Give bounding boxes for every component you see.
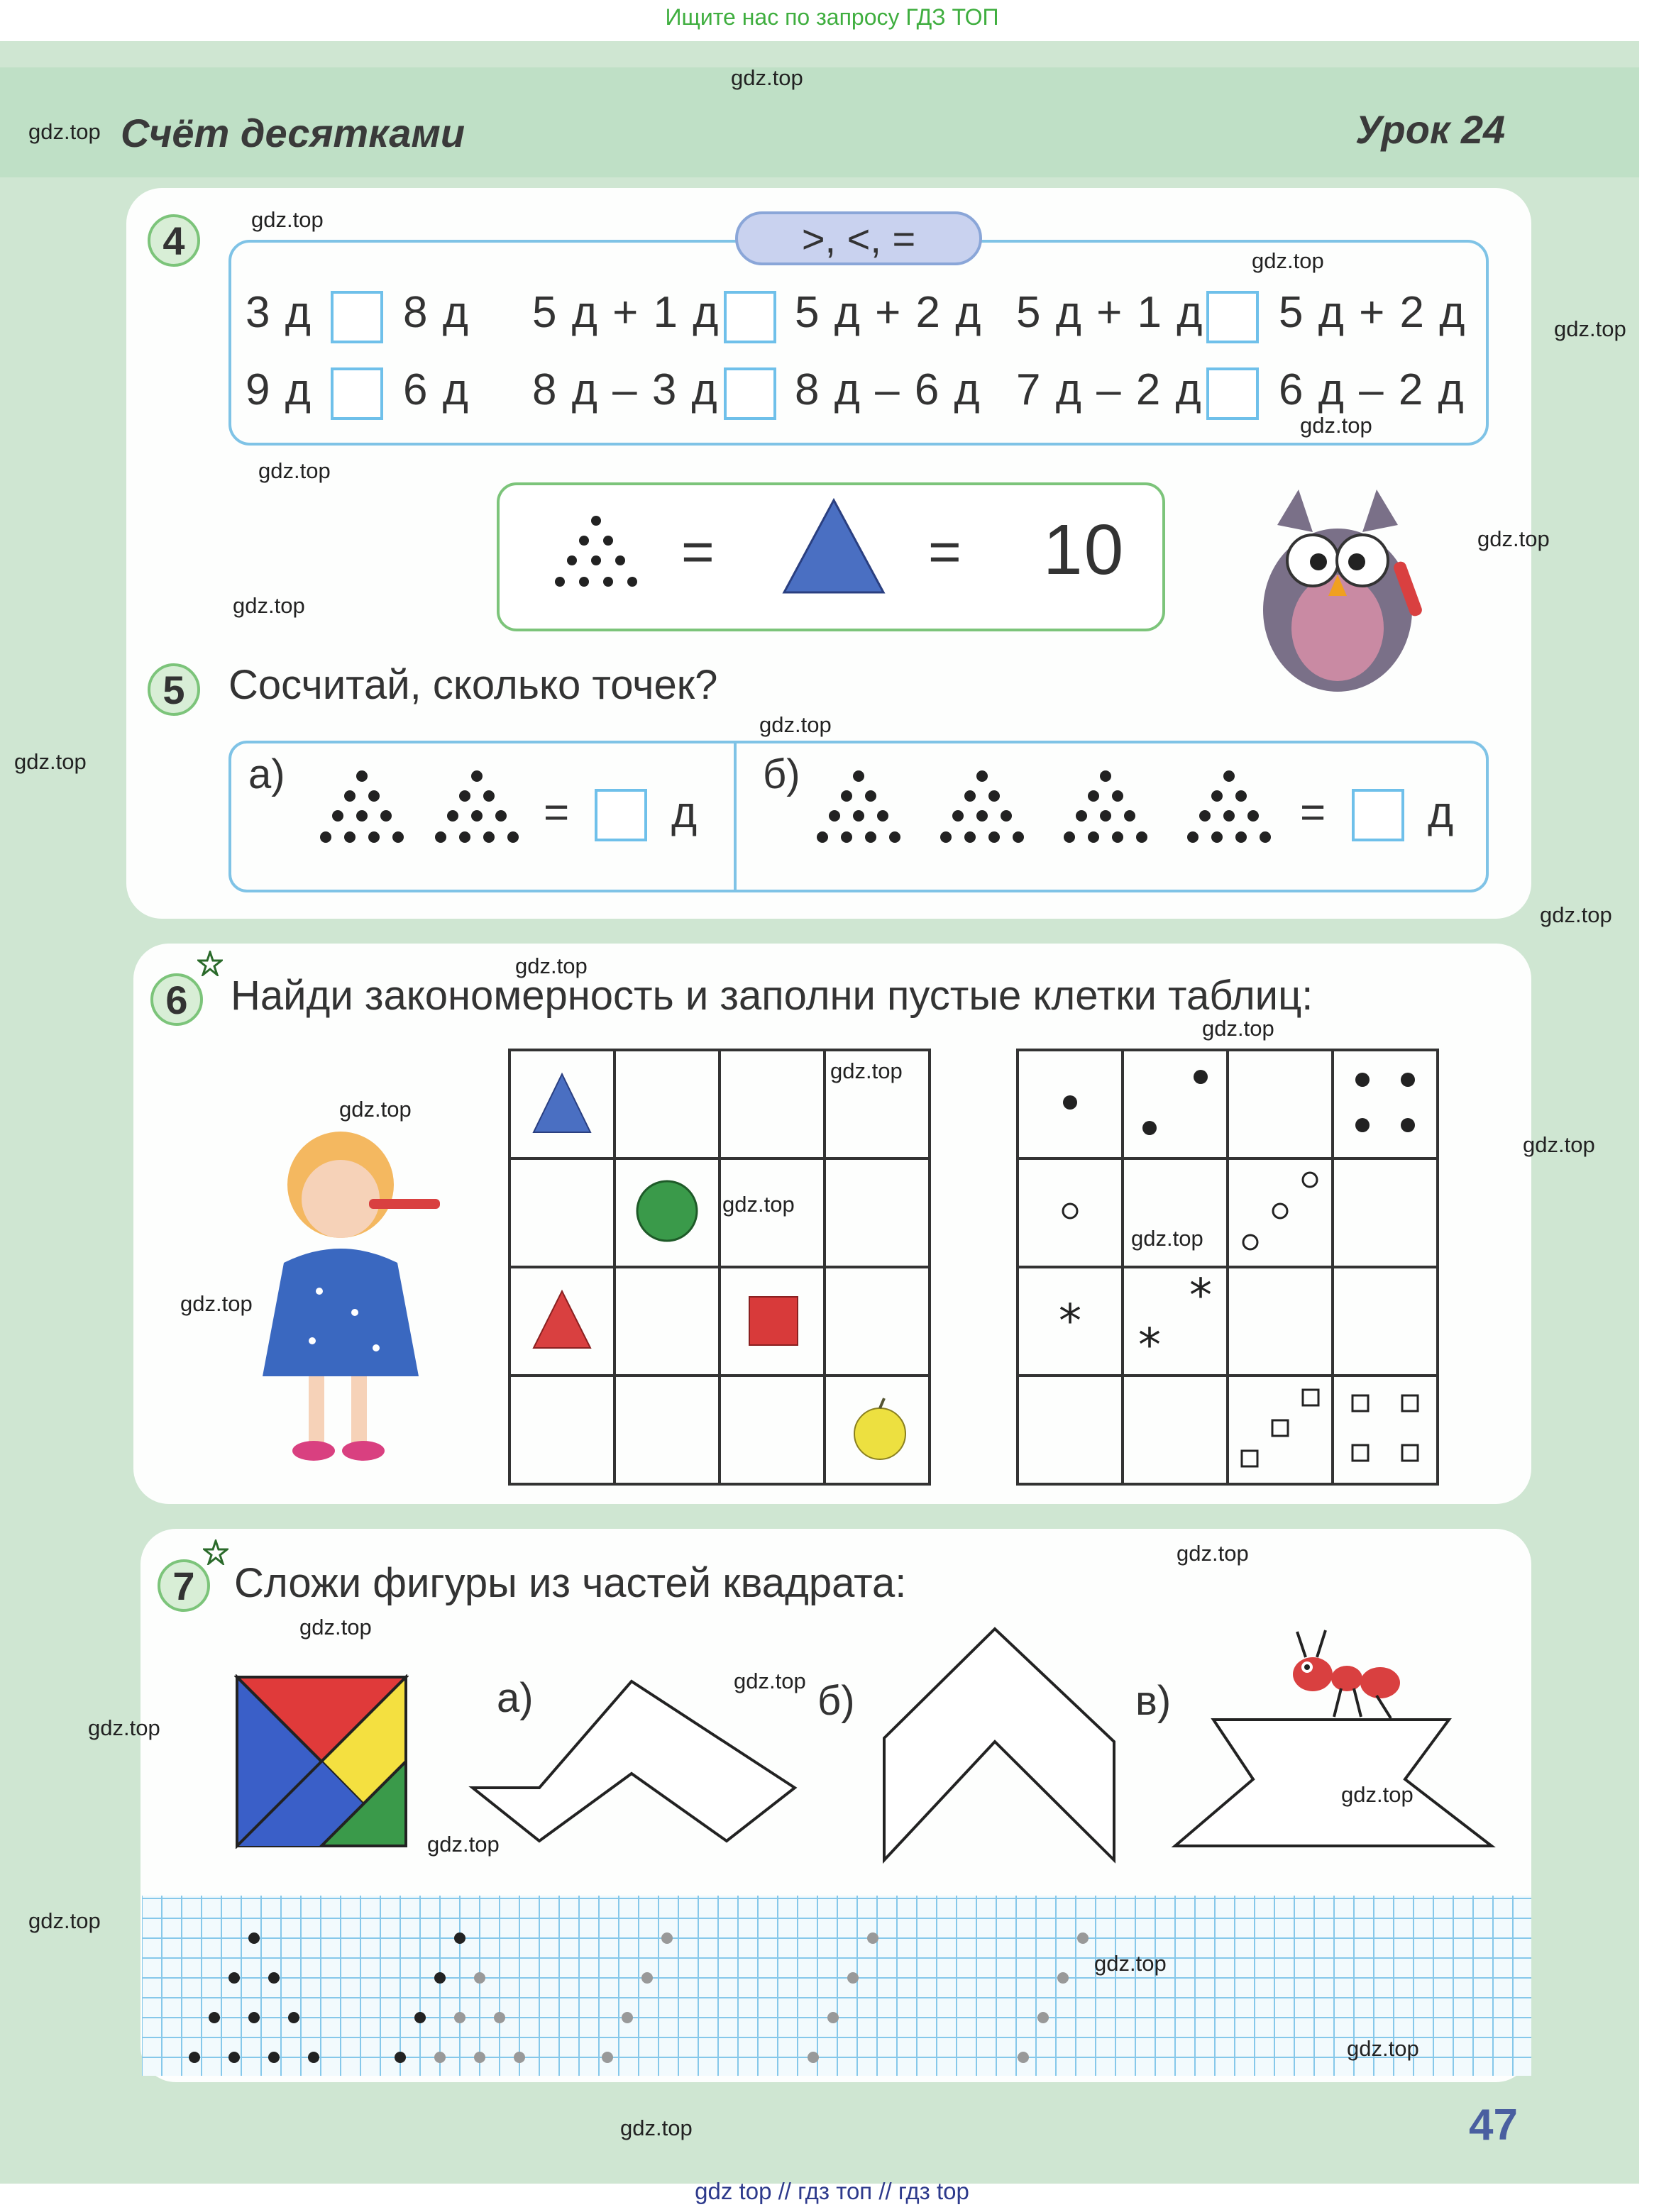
label-b: б)	[763, 751, 800, 797]
table-cell-empty[interactable]	[1018, 1376, 1123, 1484]
unit-d: д	[1428, 788, 1455, 837]
answer-box[interactable]	[1206, 291, 1259, 343]
table-cell-empty[interactable]	[509, 1376, 615, 1484]
answer-box[interactable]	[1352, 789, 1404, 841]
pattern-table-symbols	[1016, 1049, 1439, 1486]
expr-r1c3-right: 5 д + 2 д	[1279, 288, 1467, 337]
signs-pill: >, <, =	[735, 211, 982, 265]
task-7-text: Сложи фигуры из частей квадрата:	[234, 1560, 907, 1606]
table-cell	[1123, 1050, 1228, 1158]
ant-icon	[1284, 1617, 1405, 1724]
table-cell	[1228, 1158, 1333, 1267]
owl-icon	[1242, 482, 1433, 695]
dot-triangles-a	[305, 766, 539, 858]
task-5-text: Сосчитай, сколько точек?	[228, 662, 718, 708]
table-cell	[1018, 1050, 1123, 1158]
table-cell-empty[interactable]	[825, 1267, 930, 1376]
watermark: gdz.top	[1300, 413, 1372, 438]
table-cell	[509, 1050, 615, 1158]
dot-triangle-icon	[539, 511, 653, 603]
table-cell-empty[interactable]	[615, 1050, 720, 1158]
table-cell	[1018, 1158, 1123, 1267]
unit-d: д	[671, 788, 699, 837]
page-title: Счёт десятками	[121, 111, 465, 155]
outline-figure-c	[1171, 1715, 1497, 1850]
table-cell-empty[interactable]	[615, 1376, 720, 1484]
watermark: gdz.top	[1202, 1016, 1274, 1041]
watermark: gdz.top	[1341, 1782, 1414, 1807]
task-6-text: Найди закономерность и заполни пустые клетки таблиц:	[231, 973, 1313, 1019]
expr-r1c2-right: 5 д + 2 д	[795, 288, 983, 337]
watermark: gdz.top	[339, 1097, 412, 1122]
lesson-label: Урок 24	[1355, 107, 1506, 152]
watermark: gdz.top	[830, 1058, 903, 1083]
watermark: gdz.top	[88, 1715, 160, 1740]
table-cell	[1333, 1050, 1438, 1158]
answer-box[interactable]	[724, 291, 776, 343]
ten-value: 10	[1043, 510, 1125, 590]
table-cell	[615, 1158, 720, 1267]
table-cell	[1333, 1376, 1438, 1484]
table-cell-empty[interactable]	[825, 1158, 930, 1267]
watermark: gdz.top	[180, 1291, 253, 1316]
expr-r1c3-left: 5 д + 1 д	[1016, 288, 1204, 337]
watermark: gdz.top	[1477, 526, 1550, 551]
watermark: gdz.top	[14, 749, 87, 774]
watermark: gdz.top	[1347, 2036, 1419, 2061]
table-cell-empty[interactable]	[615, 1267, 720, 1376]
watermark: gdz.top	[427, 1832, 500, 1857]
table-cell	[1228, 1376, 1333, 1484]
watermark: gdz.top	[28, 1908, 101, 1933]
watermark: gdz.top	[1094, 1951, 1167, 1976]
task-number-7: 7	[158, 1559, 210, 1612]
watermark: gdz.top	[734, 1669, 806, 1693]
watermark: gdz.top	[251, 207, 324, 232]
watermark: gdz.top	[759, 712, 832, 737]
dot-icon	[1063, 1095, 1077, 1110]
blue-triangle-icon	[781, 497, 887, 596]
watermark: gdz.top	[1131, 1226, 1203, 1251]
watermark: gdz.top	[1523, 1132, 1595, 1157]
red-square-icon	[749, 1297, 798, 1345]
green-circle-icon	[637, 1181, 697, 1241]
table-cell-empty[interactable]	[1228, 1050, 1333, 1158]
box-divider	[734, 743, 737, 890]
label-b: б)	[817, 1678, 855, 1724]
expr-r2c1-right: 6 д	[403, 365, 470, 414]
site-banner: Ищите нас по запросу ГДЗ ТОП	[665, 4, 999, 30]
footer-links[interactable]: gdz top // гдз топ // гдз top	[695, 2178, 969, 2204]
task-number-6: 6	[150, 973, 203, 1026]
watermark: gdz.top	[299, 1615, 372, 1639]
outline-figure-b	[880, 1625, 1121, 1866]
pattern-table-shapes	[508, 1049, 931, 1486]
blue-triangle-icon	[534, 1074, 590, 1132]
watermark: gdz.top	[258, 458, 331, 483]
girl-icon	[234, 1121, 447, 1469]
star-icon	[203, 1539, 228, 1565]
svg-text:*: *	[1189, 1270, 1212, 1322]
star-icon	[197, 951, 223, 976]
table-cell-empty[interactable]	[1123, 1376, 1228, 1484]
table-cell-empty[interactable]	[509, 1158, 615, 1267]
equals-sign: =	[544, 788, 571, 837]
expr-r2c2-right: 8 д – 6 д	[795, 365, 981, 414]
expr-r2c1-left: 9 д	[246, 365, 312, 414]
answer-box[interactable]	[1206, 367, 1259, 420]
expr-r1c1-right: 8 д	[403, 288, 470, 337]
table-cell	[1123, 1267, 1228, 1376]
table-cell-empty[interactable]	[720, 1050, 825, 1158]
watermark: gdz.top	[233, 593, 305, 618]
answer-box[interactable]	[595, 789, 647, 841]
expr-r2c2-left: 8 д – 3 д	[532, 365, 719, 414]
table-cell-empty[interactable]	[1333, 1158, 1438, 1267]
svg-text:*: *	[1138, 1320, 1161, 1371]
red-triangle-icon	[534, 1291, 590, 1348]
task-number-4: 4	[148, 214, 200, 267]
grid-paper	[142, 1896, 1531, 2076]
answer-box[interactable]	[724, 367, 776, 420]
tangram-square-icon	[234, 1674, 409, 1849]
table-cell	[825, 1376, 930, 1484]
ring-icon	[1063, 1204, 1077, 1218]
table-cell-empty[interactable]	[720, 1376, 825, 1484]
expr-r1c2-left: 5 д + 1 д	[532, 288, 720, 337]
watermark: gdz.top	[28, 119, 101, 144]
watermark: gdz.top	[515, 953, 588, 978]
watermark: gdz.top	[722, 1192, 795, 1217]
label-a: а)	[497, 1675, 534, 1721]
label-a: а)	[248, 751, 285, 797]
watermark: gdz.top	[731, 65, 803, 90]
dot-triangles-b	[802, 766, 1284, 858]
table-cell-empty[interactable]	[1228, 1267, 1333, 1376]
table-cell-empty[interactable]	[1333, 1267, 1438, 1376]
watermark: gdz.top	[1554, 316, 1626, 341]
outline-figure-a	[468, 1674, 802, 1845]
equals-sign: =	[1300, 788, 1328, 837]
watermark: gdz.top	[620, 2116, 693, 2140]
label-c: в)	[1135, 1678, 1172, 1724]
expr-r1c1-left: 3 д	[246, 288, 312, 337]
table-cell	[509, 1267, 615, 1376]
task-number-5: 5	[148, 663, 200, 716]
expr-r2c3-right: 6 д – 2 д	[1279, 365, 1465, 414]
answer-box[interactable]	[331, 367, 383, 420]
yellow-apple-icon	[854, 1398, 905, 1459]
table-cell	[1018, 1267, 1123, 1376]
watermark: gdz.top	[1252, 248, 1324, 273]
equals-sign: =	[681, 520, 716, 583]
table-cell	[720, 1267, 825, 1376]
watermark: gdz.top	[1540, 902, 1612, 927]
watermark: gdz.top	[1177, 1541, 1249, 1566]
expr-r2c3-left: 7 д – 2 д	[1016, 365, 1203, 414]
equals-sign: =	[928, 520, 963, 583]
page-number: 47	[1469, 2101, 1518, 2150]
answer-box[interactable]	[331, 291, 383, 343]
asterisk-icon: *	[1059, 1295, 1081, 1348]
